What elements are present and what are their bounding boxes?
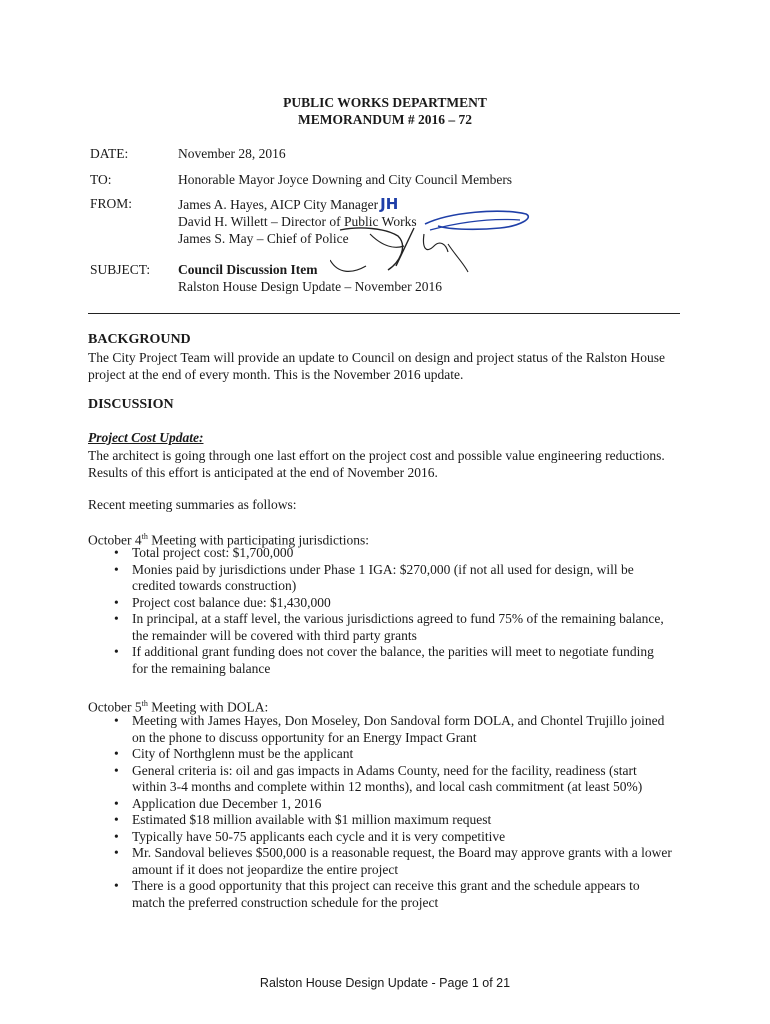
list-item-line: Typically have 50-75 applicants each cycle and it is very competitive (132, 828, 506, 844)
project-cost-text: The architect is going through one last effort on the project cost and possible value engineering reductions. Results of this effort is anticipated at the end of November 2016. (88, 448, 665, 480)
bullet-icon: • (114, 594, 119, 610)
bullet-icon: • (114, 795, 119, 811)
bullet-icon: • (114, 762, 119, 778)
list-item (88, 829, 680, 846)
to-label: TO: (90, 172, 112, 187)
bullet-icon: • (114, 828, 119, 844)
date-label: DATE: (90, 146, 129, 161)
project-cost-heading: Project Cost Update: (88, 430, 204, 445)
list-item (88, 812, 680, 829)
list-item-line: There is a good opportunity that this project can receive this grant and the schedule appears to (132, 878, 640, 893)
list-item (88, 845, 680, 878)
bullet-icon: • (114, 545, 119, 560)
list-item (88, 545, 680, 562)
bullet-icon: • (114, 746, 119, 761)
meeting2-list (88, 713, 680, 911)
recent-meetings-intro: Recent meeting summaries as follows: (88, 497, 297, 512)
list-item-line: match the preferred construction schedule for the project (132, 894, 439, 910)
discussion-heading: DISCUSSION (88, 397, 174, 412)
list-item (88, 644, 680, 677)
list-item-line: City of Northglenn must be the applicant (132, 746, 354, 761)
list-item (88, 878, 680, 911)
from-line-public-works: David H. Willett – Director of Public Works (178, 214, 417, 229)
list-item (88, 763, 680, 796)
list-item-line: Estimated $18 million available with $1 million maximum request (132, 812, 492, 827)
list-item-line: amount if it does not jeopardize the entire project (132, 861, 399, 877)
list-item-line: Application due December 1, 2016 (132, 795, 322, 811)
list-item (88, 595, 680, 612)
list-item-line: Total project cost: $1,700,000 (132, 545, 294, 560)
meeting1-list (88, 545, 680, 677)
from-line-police: James S. May – Chief of Police (178, 231, 349, 246)
bullet-icon: • (114, 812, 119, 827)
subject-label: SUBJECT: (90, 262, 151, 277)
list-item-line: In principal, at a staff level, the various jurisdictions agreed to fund 75% of the remaining balance, (132, 611, 664, 626)
list-item-line: for the remaining balance (132, 660, 271, 676)
list-item-line: within 3-4 months and complete within 12 months), and local cash commitment (at least 50%) (132, 779, 643, 794)
header-divider (88, 313, 680, 314)
subject-subtitle: Ralston House Design Update – November 2016 (178, 279, 442, 294)
initials-handwritten: JH (380, 195, 399, 213)
subject-title: Council Discussion Item (178, 262, 318, 277)
from-label: FROM: (90, 196, 133, 211)
list-item-line: If additional grant funding does not cover the balance, the parities will meet to negotiate funding (132, 644, 654, 659)
page-footer: Ralston House Design Update - Page 1 of 21 (259, 976, 511, 990)
bullet-icon: • (114, 644, 119, 659)
from-line-city-manager: James A. Hayes, AICP City Manager JH (178, 195, 399, 213)
department-title: PUBLIC WORKS DEPARTMENT (283, 95, 487, 110)
list-item-line: the remainder will be covered with third party grants (132, 627, 417, 643)
bullet-icon: • (114, 845, 119, 860)
bullet-icon: • (114, 561, 119, 577)
memo-number: MEMORANDUM # 2016 – 72 (298, 112, 472, 127)
bullet-icon: • (114, 713, 119, 728)
list-item-line: General criteria is: oil and gas impacts in Adams County, need for the facility, readiness (start (132, 762, 637, 778)
list-item (88, 746, 680, 763)
bullet-icon: • (114, 878, 119, 893)
list-item (88, 796, 680, 813)
list-item (88, 713, 680, 746)
signature-scribble (330, 200, 540, 280)
list-item-line: Mr. Sandoval believes $500,000 is a reasonable request, the Board may approve grants with a lower (132, 845, 672, 860)
meeting2-heading: October 5th Meeting with DOLA: (88, 699, 269, 715)
list-item-line: Project cost balance due: $1,430,000 (132, 594, 331, 610)
bullet-icon: • (114, 611, 119, 626)
background-text: The City Project Team will provide an update to Council on design and project status of the Ralston House project at the end of every month. This is the November 2016 update. (88, 350, 665, 382)
date-value: November 28, 2016 (178, 146, 286, 161)
list-item (88, 611, 680, 644)
list-item-line: Monies paid by jurisdictions under Phase 1 IGA: $270,000 (if not all used for design, will be (132, 561, 634, 577)
list-item (88, 562, 680, 595)
meeting1-heading: October 4th Meeting with participating jurisdictions: (88, 532, 370, 548)
list-item-line: credited towards construction) (132, 578, 297, 593)
to-value: Honorable Mayor Joyce Downing and City Council Members (178, 172, 513, 187)
list-item-line: Meeting with James Hayes, Don Moseley, Don Sandoval form DOLA, and Chontel Trujillo joined (132, 713, 665, 728)
background-heading: BACKGROUND (88, 332, 191, 347)
list-item-line: on the phone to discuss opportunity for an Energy Impact Grant (132, 729, 477, 745)
